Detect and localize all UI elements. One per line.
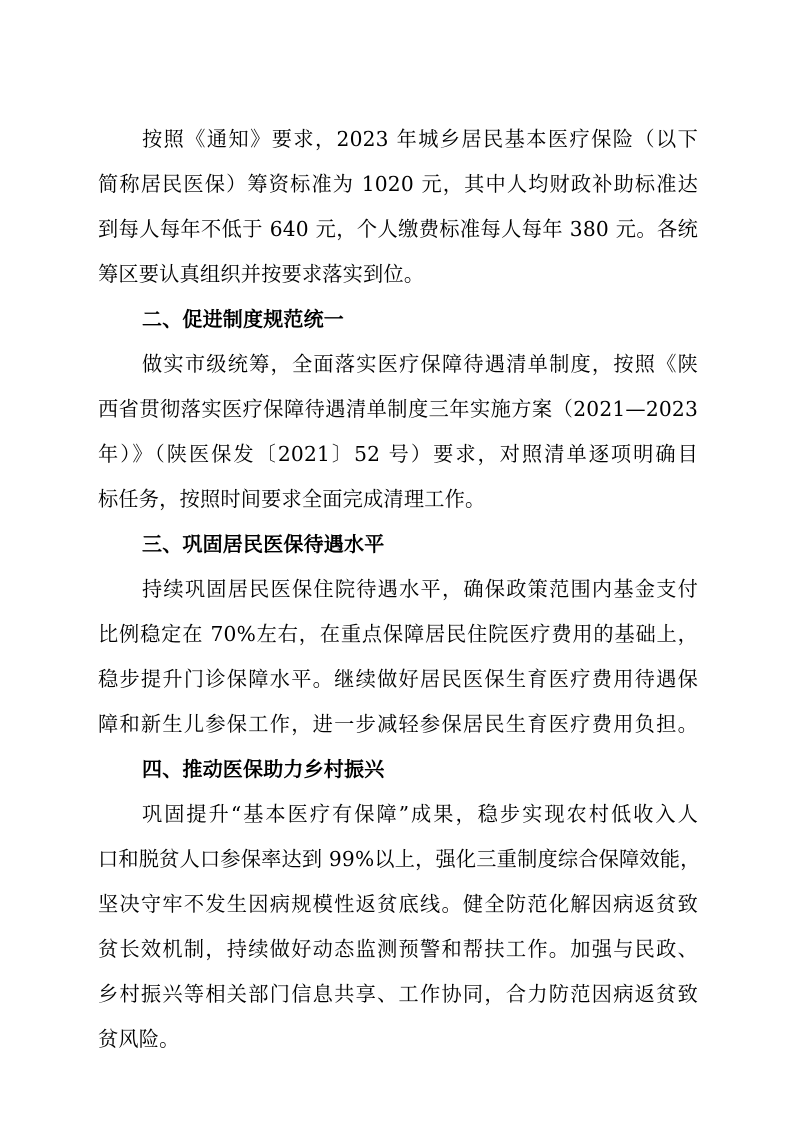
paragraph-1-line-1: 按照《通知》要求，2023 年城乡居民基本医疗保险（以下 xyxy=(142,127,698,151)
paragraph-3-line-1: 持续巩固居民医保住院待遇水平，确保政策范围内基金支付 xyxy=(142,577,698,601)
paragraph-4-line-6: 贫风险。 xyxy=(98,1027,180,1051)
paragraph-1-line-4: 筹区要认真组织并按要求落实到位。 xyxy=(98,262,425,286)
paragraph-4-line-5: 乡村振兴等相关部门信息共享、工作协同，合力防范因病返贫致 xyxy=(98,982,698,1006)
section-heading-3: 三、巩固居民医保待遇水平 xyxy=(142,532,385,556)
section-heading-2: 二、促进制度规范统一 xyxy=(142,307,344,331)
paragraph-3-line-4: 障和新生儿参保工作，进一步减轻参保居民生育医疗费用负担。 xyxy=(98,712,698,736)
paragraph-1-line-3: 到每人每年不低于 640 元，个人缴费标准每人每年 380 元。各统 xyxy=(98,217,698,241)
paragraph-3-line-3: 稳步提升门诊保障水平。继续做好居民医保生育医疗费用待遇保 xyxy=(98,667,698,691)
paragraph-4-line-2: 口和脱贫人口参保率达到 99%以上，强化三重制度综合保障效能， xyxy=(98,847,701,871)
paragraph-2-line-4: 标任务，按照时间要求全面完成清理工作。 xyxy=(98,487,486,511)
paragraph-4-line-4: 贫长效机制，持续做好动态监测预警和帮扶工作。加强与民政、 xyxy=(98,937,698,961)
paragraph-1-line-2: 简称居民医保）筹资标准为 1020 元，其中人均财政补助标准达 xyxy=(98,172,698,196)
paragraph-2-line-1: 做实市级统筹，全面落实医疗保障待遇清单制度，按照《陕 xyxy=(142,352,698,376)
paragraph-4-line-3: 坚决守牢不发生因病规模性返贫底线。健全防范化解因病返贫致 xyxy=(98,892,698,916)
paragraph-2-line-3: 年）》（陕医保发〔2021〕52 号）要求，对照清单逐项明确目 xyxy=(98,442,698,466)
paragraph-3-line-2: 比例稳定在 70%左右，在重点保障居民住院医疗费用的基础上， xyxy=(98,622,698,646)
section-heading-4: 四、推动医保助力乡村振兴 xyxy=(142,757,385,781)
paragraph-2-line-2: 西省贯彻落实医疗保障待遇清单制度三年实施方案（2021—2023 xyxy=(98,397,698,421)
paragraph-4-line-1: 巩固提升“基本医疗有保障”成果，稳步实现农村低收入人 xyxy=(142,802,698,826)
